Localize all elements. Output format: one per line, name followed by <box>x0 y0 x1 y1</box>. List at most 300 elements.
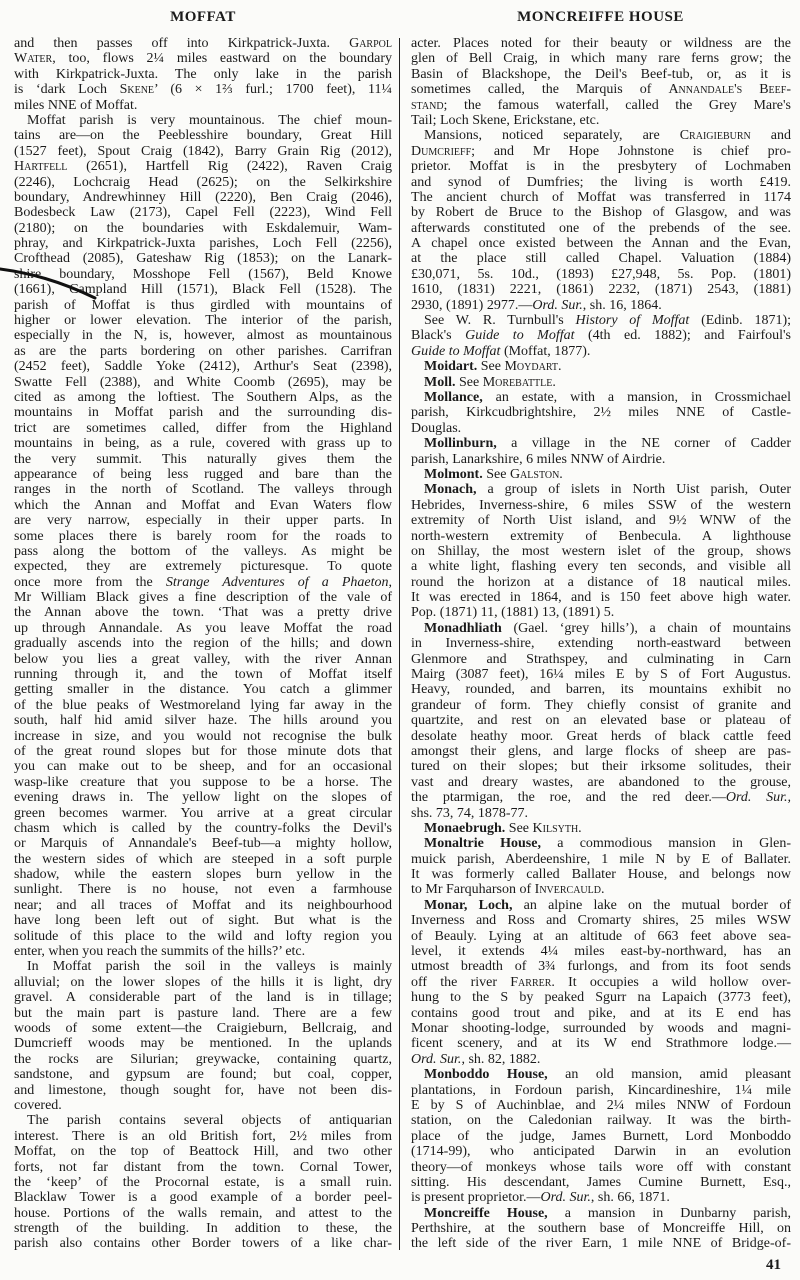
text-run: parish, Lanarkshire, 6 miles NNW of Airdrie. <box>411 451 666 467</box>
text-line <box>14 590 392 605</box>
text-run: you can make out to be sheep, and for an occasional <box>14 759 392 775</box>
text-line <box>411 1236 791 1251</box>
text-line <box>411 1221 791 1236</box>
text-line <box>411 944 791 959</box>
text-line <box>411 1067 791 1082</box>
text-line <box>14 852 392 867</box>
text-line <box>411 298 791 313</box>
text-run: below you lies a great valley, with the river Annan <box>14 651 392 667</box>
text-line <box>411 1206 791 1221</box>
text-line <box>14 1021 392 1036</box>
text-line <box>14 82 392 97</box>
text-line <box>14 359 392 374</box>
text-run: parish, Kirkcudbrightshire, 2½ miles NNE of Castle- <box>411 405 791 421</box>
bold-run: Moidart. <box>424 359 478 375</box>
text-run: muick parish, Aberdeenshire, 1 mile N by E of Ballater. <box>411 851 791 867</box>
text-run: a white light, flashing every ten seconds, and visible all <box>411 559 791 575</box>
text-line <box>411 1006 791 1021</box>
text-line <box>411 375 791 390</box>
text-run: (1714-99), who anticipated Darwin in an evolution <box>411 1144 791 1160</box>
text-run: increase in size, and you would not recognise the bulk <box>14 728 392 744</box>
text-run: especially in the N, is, however, almost as mountainous <box>14 328 392 344</box>
text-line <box>14 467 392 482</box>
text-line <box>14 1083 392 1098</box>
text-run: pass along the bottom of the valleys. As might be <box>14 543 392 559</box>
text-run: enter, when you reach the summits of the hills?’ etc. <box>14 944 306 960</box>
text-line <box>14 328 392 343</box>
text-line <box>411 713 791 728</box>
paragraph <box>411 467 791 482</box>
paragraph <box>411 1067 791 1206</box>
text-line <box>411 559 791 574</box>
text-line <box>14 975 392 990</box>
text-run: and <box>750 128 791 144</box>
text-run: alluvial; on the lower slopes of the hills it is light, dry <box>14 974 392 990</box>
text-line <box>411 482 791 497</box>
text-line <box>14 559 392 574</box>
text-run: plantations, in Fordoun parish, Kincardineshire, 1¼ mile <box>411 1082 791 1098</box>
text-line <box>411 806 791 821</box>
italic-run: Ord. Sur. <box>411 1051 462 1067</box>
paragraph <box>411 359 791 374</box>
text-line <box>14 1190 392 1205</box>
text-run: tains are—on the Peeblesshire boundary, Great Hill <box>14 128 392 144</box>
text-line <box>14 990 392 1005</box>
text-run: is ‘dark Loch <box>14 82 120 98</box>
paragraph <box>411 436 791 467</box>
text-line <box>411 98 791 113</box>
text-run: , sh. 16, 1864. <box>582 297 662 313</box>
text-line <box>14 544 392 559</box>
text-line <box>14 775 392 790</box>
text-run: mountains in being, as a rule, covered with grass up to <box>14 436 392 452</box>
text-line <box>14 113 392 128</box>
text-line <box>14 1098 392 1113</box>
text-run: a commodious mansion in Glen- <box>540 836 791 852</box>
text-run: sandstone, and gypsum are found; but coal, copper, <box>14 1067 392 1083</box>
text-run: The parish contains several objects of antiquarian <box>27 1113 392 1129</box>
text-line <box>411 975 791 990</box>
text-run: theory—of monkeys whose tails wore off with constant <box>411 1159 791 1175</box>
paragraph <box>411 390 791 436</box>
text-run: It was formerly called Ballater House, and belongs now <box>411 867 791 883</box>
text-line <box>411 1083 791 1098</box>
text-run: the Annan above the town. ‘That was a pretty drive <box>14 605 392 621</box>
text-line <box>411 421 791 436</box>
text-line <box>14 67 392 82</box>
text-line <box>14 375 392 390</box>
text-line <box>411 344 791 359</box>
text-run: hung to the S by peaked Sgurr na Lapaich (3773 feet), <box>411 990 791 1006</box>
text-line <box>411 467 791 482</box>
text-run: the ptarmigan, the roe, and the red deer.— <box>411 790 726 806</box>
text-run: Heavy, rounded, and barren, its mountains exhibit no <box>411 682 791 698</box>
text-run: A chapel once existed between the Annan and the Evan, <box>411 236 791 252</box>
paragraph <box>411 836 791 898</box>
text-line <box>14 652 392 667</box>
small-caps-run: Galston. <box>509 466 563 482</box>
small-caps-run: stand <box>411 97 444 113</box>
text-run: shadow, while the eastern slopes burn yellow in the <box>14 867 392 883</box>
text-run: of the great round slopes but for those minute dots that <box>14 743 392 759</box>
text-line <box>14 128 392 143</box>
text-line <box>14 821 392 836</box>
text-run: the very summit. This naturally gives them the <box>14 451 392 467</box>
italic-run: Guide to Moffat <box>465 328 575 344</box>
text-run: 1610, (1831) 2221, (1861) 2232, (1871) 2543, (1881) <box>411 282 791 298</box>
bold-run: Moll. <box>424 374 456 390</box>
text-line <box>411 775 791 790</box>
text-run: at the place still called Chapel. Valuation (1884) <box>411 251 791 267</box>
right-column <box>411 36 791 1252</box>
text-line <box>411 251 791 266</box>
text-run: (2246), Lochcraig Head (2625); on the Selkirkshire <box>14 174 392 190</box>
text-run: parish also contains other Border towers of a like char- <box>14 1236 392 1252</box>
text-run: gravel. A considerable part of the land is in tillage; <box>14 990 392 1006</box>
text-run: phray, and Kirkpatrick-Juxta parishes, Loch Fell (2256), <box>14 236 392 252</box>
text-run: acter. Places noted for their beauty or wildness are the <box>411 36 791 51</box>
text-run: Crofthead (2085), Gateshaw Rig (1853); on the Lanark- <box>14 251 392 267</box>
text-run: shs. 73, 74, 1878-77. <box>411 805 529 821</box>
text-run: (2651), Hartfell Rig (2422), Raven Craig <box>67 159 392 175</box>
text-run: is present proprietor.— <box>411 1190 541 1206</box>
text-run: Mairg (3087 feet), 16¼ miles E by S of Fort Augustus. <box>411 667 791 683</box>
text-run: ; and Mr Hope Johnstone is chief pro- <box>471 143 791 159</box>
text-run: (1527 feet), Spout Craig (1842), Barry Grain Rig (2012), <box>14 143 392 159</box>
text-line <box>411 652 791 667</box>
text-run: grandeur of form. They chiefly consist of granite and <box>411 697 791 713</box>
text-run: covered. <box>14 1097 62 1113</box>
text-line <box>14 221 392 236</box>
text-line <box>411 436 791 451</box>
text-line <box>14 436 392 451</box>
text-line <box>14 1067 392 1082</box>
text-line <box>411 175 791 190</box>
text-line <box>14 421 392 436</box>
text-run: In Moffat parish the soil in the valleys is mainly <box>27 959 392 975</box>
text-line <box>14 529 392 544</box>
small-caps-run: Farrer. <box>510 974 555 990</box>
text-line <box>14 1144 392 1159</box>
paragraph <box>411 898 791 1067</box>
text-run: to Mr Farquharson of <box>411 882 535 898</box>
text-run: Basin of Blackshope, the Deil's Beef-tub, or, as it is <box>411 66 791 82</box>
text-line <box>411 821 791 836</box>
text-run: interest. There is an old British fort, 2½ miles from <box>14 1128 392 1144</box>
text-line <box>411 682 791 697</box>
text-run: utmost breadth of 3¾ furlongs, and from its foot sends <box>411 959 791 975</box>
text-line <box>14 390 392 405</box>
paragraph <box>14 36 392 113</box>
text-run: solitude of this place to the wild and lofty region you <box>14 928 392 944</box>
text-run: desolate heathy moor. Great herds of black cattle feed <box>411 728 791 744</box>
text-run: of the blue peaks of Westmoreland lying far away in the <box>14 697 392 713</box>
text-run: extremity of North Uist island, and 9½ WNW of the <box>411 513 791 529</box>
text-run: chasm which is called by the country-folks the Devil's <box>14 820 392 836</box>
text-line <box>14 1036 392 1051</box>
text-run: have long been left out of sight. But what is the <box>14 913 392 929</box>
text-line <box>14 236 392 251</box>
text-run: the western sides of which are steeped in a soft purple <box>14 851 392 867</box>
running-head-left: MOFFAT <box>170 9 236 25</box>
small-caps-run: Morebattle. <box>482 374 556 390</box>
text-run: Monar shooting-lodge, surrounded by woods and magni- <box>411 1021 791 1036</box>
text-run: the left side of the river Earn, 1 mile NNE of Bridge-of- <box>411 1236 791 1252</box>
text-line <box>411 267 791 282</box>
text-line <box>411 128 791 143</box>
text-line <box>411 959 791 974</box>
text-run: forts, not far distant from the town. Cornal Tower, <box>14 1159 392 1175</box>
bold-run: Monadhliath <box>424 620 502 636</box>
text-run: the rocks are Silurian; greywacke, containing quartz, <box>14 1051 392 1067</box>
small-caps-run: Skene <box>119 82 155 98</box>
text-run: See <box>477 359 505 375</box>
text-run: ranges in the north of Scotland. The valleys through <box>14 482 392 498</box>
text-line <box>14 98 392 113</box>
text-run: (1661), Campland Hill (1571), Black Fell (1528). The <box>14 282 392 298</box>
italic-run: Ord. Sur. <box>540 1190 591 1206</box>
text-line <box>411 1144 791 1159</box>
text-run: running through it, and the town of Moffat itself <box>14 667 392 683</box>
text-line <box>14 836 392 851</box>
text-line <box>411 836 791 851</box>
bold-run: Monar, Loch, <box>424 897 513 913</box>
text-run: south, half hid amid silver haze. The hills around you <box>14 713 392 729</box>
text-line <box>411 913 791 928</box>
text-line <box>14 621 392 636</box>
italic-run: History of Moffat <box>575 313 690 329</box>
text-run: (2452 feet), Saddle Yoke (2412), Arthur's Seat (2398), <box>14 359 392 375</box>
text-line <box>411 1021 791 1036</box>
text-line <box>14 190 392 205</box>
text-run: a group of islets in North Uist parish, Outer <box>476 482 791 498</box>
text-run: Hebrides, Inverness-shire, 6 miles SSW of the western <box>411 497 791 513</box>
text-line <box>14 790 392 805</box>
text-line <box>411 113 791 128</box>
text-line <box>14 898 392 913</box>
text-line <box>411 867 791 882</box>
text-line <box>14 913 392 928</box>
text-run: north-western extremity of Benbecula. A lighthouse <box>411 528 791 544</box>
text-line <box>14 344 392 359</box>
text-line <box>14 759 392 774</box>
text-run: E by S of Auchinblae, and 2¼ miles NNW of Fordoun <box>411 1097 791 1113</box>
text-line <box>411 729 791 744</box>
running-head-right: MONCREIFFE HOUSE <box>517 9 684 25</box>
text-line <box>14 313 392 328</box>
text-line <box>411 513 791 528</box>
italic-run: Guide to Moffat <box>411 343 501 359</box>
text-line <box>411 1175 791 1190</box>
text-run: ficent scenery, and at its W end Strathmore lodge.— <box>411 1036 791 1052</box>
text-line <box>14 51 392 66</box>
text-run: Inverness and Ross and Cromarty shires, 25 miles WSW <box>411 913 791 929</box>
text-line <box>14 452 392 467</box>
text-line <box>411 159 791 174</box>
text-run: parish of Moffat is thus girdled with mountains of <box>14 297 392 313</box>
text-run: appearance of being less rugged and bare than the <box>14 466 392 482</box>
text-run: an old mansion, amid pleasant <box>547 1067 791 1083</box>
text-run: mountains in Moffat parish and the surrounding dis- <box>14 405 392 421</box>
text-line <box>411 1129 791 1144</box>
text-run: , too, flows 2¼ miles eastward on the boundary <box>52 51 392 67</box>
small-caps-run: Water <box>14 51 53 67</box>
text-run: boundary, Andrewhinney Hill (2220), Ben Craig (2046), <box>14 189 392 205</box>
text-line <box>14 636 392 651</box>
text-line <box>411 929 791 944</box>
text-run: evening draws in. The yellow light on the slopes of <box>14 790 392 806</box>
text-line <box>14 882 392 897</box>
pen-stroke-mark <box>0 265 120 305</box>
bold-run: Monboddo House, <box>424 1067 548 1083</box>
text-run: woods of some extent—the Craigieburn, Bellcraig, and <box>14 1021 392 1036</box>
text-line <box>14 698 392 713</box>
text-run: , <box>388 574 392 590</box>
text-run: trict are sometimes called, differ from the Highland <box>14 420 392 436</box>
text-run: an alpine lake on the mutual border of <box>512 897 791 913</box>
text-line <box>411 205 791 220</box>
text-line <box>411 359 791 374</box>
text-run: wasp-like creature that you suppose to be a horse. The <box>14 774 392 790</box>
page-number: 41 <box>766 1257 781 1273</box>
text-run: sometimes called, the Marquis of <box>411 82 669 98</box>
text-line <box>411 498 791 513</box>
text-run: in Inverness-shire, extending north-eastward between <box>411 636 791 652</box>
text-run: Moffat parish is very mountainous. The chief moun- <box>27 112 392 128</box>
text-line <box>411 529 791 544</box>
paragraph <box>411 128 791 313</box>
small-caps-run: Kilsyth. <box>532 820 582 836</box>
text-line <box>411 621 791 636</box>
text-line <box>411 190 791 205</box>
text-line <box>14 482 392 497</box>
text-line <box>14 959 392 974</box>
text-run: Black's <box>411 328 466 344</box>
small-caps-run: Hartfell <box>14 159 68 175</box>
text-line <box>411 405 791 420</box>
text-run: vast and dreary wastes, are abandoned to the grouse, <box>411 774 791 790</box>
text-run: See W. R. Turnbull's <box>424 313 576 329</box>
text-line <box>411 390 791 405</box>
text-line <box>14 513 392 528</box>
italic-run: Ord. Sur. <box>532 297 583 313</box>
text-line <box>411 1160 791 1175</box>
text-run: Douglas. <box>411 420 462 436</box>
text-run: 2930, (1891) 2977.— <box>411 297 533 313</box>
text-line <box>411 452 791 467</box>
text-line <box>14 205 392 220</box>
text-line <box>411 898 791 913</box>
text-line <box>411 790 791 805</box>
text-line <box>14 682 392 697</box>
text-line <box>14 1206 392 1221</box>
text-run: £30,071, 5s. 10d., (1893) £27,948, 5s. Pop. (1801) <box>411 266 791 282</box>
text-run: Blacklaw Tower is a good example of a border peel- <box>14 1190 392 1206</box>
text-line <box>411 605 791 620</box>
text-line <box>411 636 791 651</box>
text-line <box>14 1052 392 1067</box>
text-run: house. Portions of the walls remain, and attest to the <box>14 1205 392 1221</box>
text-line <box>411 1190 791 1205</box>
italic-run: Strange Adventures of a Phaeton <box>165 574 389 590</box>
text-run: which the Annan and Moffat and Evan Waters flow <box>14 497 392 513</box>
text-run: or Marquis of Annandale's Beef-tub—a mighty hollow, <box>14 836 392 852</box>
text-run: and limestone, though sought for, have not been dis- <box>14 1082 392 1098</box>
text-line <box>411 590 791 605</box>
italic-run: Ord. Sur., <box>725 790 791 806</box>
text-line <box>14 944 392 959</box>
small-caps-run: Moydart. <box>504 359 562 375</box>
column-divider <box>399 38 400 1250</box>
paragraph <box>411 621 791 821</box>
text-run: by Robert de Bruce to the Bishop of Glasgow, and was <box>411 205 791 221</box>
text-run: and then passes off into Kirkpatrick-Juxta. <box>14 36 350 51</box>
bold-run: Monach, <box>424 482 477 498</box>
text-line <box>411 328 791 343</box>
text-run: of Beauly. Lying at an altitude of 663 feet above sea- <box>411 928 791 944</box>
text-line <box>411 575 791 590</box>
bold-run: Molmont. <box>424 466 483 482</box>
text-run: contains good trout and pike, and at its E end has <box>411 1005 791 1021</box>
text-run: See <box>505 820 533 836</box>
text-line <box>14 175 392 190</box>
text-run: once more from the <box>14 574 166 590</box>
text-line <box>14 713 392 728</box>
paragraph <box>411 1206 791 1252</box>
text-line <box>411 82 791 97</box>
small-caps-run: Dumcrieff <box>411 143 472 159</box>
text-run: It occupies a wild hollow over- <box>554 974 791 990</box>
text-line <box>411 236 791 251</box>
text-line <box>14 744 392 759</box>
text-line <box>411 544 791 559</box>
paragraph <box>14 113 392 959</box>
text-run: as are the parts bordering on other parishes. Carrifran <box>14 343 392 359</box>
text-line <box>14 1006 392 1021</box>
text-run: some places there is barely room for the roads to <box>14 528 392 544</box>
text-line <box>411 852 791 867</box>
text-run: green becomes warmer. You arrive at a great circular <box>14 805 392 821</box>
text-run: a mansion in Dunbarny parish, <box>547 1205 791 1221</box>
text-line <box>14 159 392 174</box>
text-line <box>411 744 791 759</box>
text-run: afterwards constituted one of the prebends of the see. <box>411 220 791 236</box>
text-line <box>14 575 392 590</box>
paragraph <box>14 959 392 1113</box>
bold-run: Mollinburn, <box>424 436 497 452</box>
text-run: Dumcrieff woods may be mentioned. In the uplands <box>14 1036 392 1052</box>
text-run: (Moffat, 1877). <box>500 343 591 359</box>
text-line <box>411 313 791 328</box>
text-line <box>411 990 791 1005</box>
text-line <box>14 1236 392 1251</box>
text-line <box>14 867 392 882</box>
text-run: Perthshire, at the southern base of Moncreiffe Hill, on <box>411 1221 791 1237</box>
text-run: sitting. His descendant, James Cumine Burnett, Esq., <box>411 1174 791 1190</box>
text-run: off the river <box>411 974 511 990</box>
text-run: (4th ed. 1882); and Fairfoul's <box>574 328 791 344</box>
text-line <box>14 1221 392 1236</box>
paragraph <box>411 313 791 359</box>
text-run: (Gael. ‘grey hills’), a chain of mountains <box>501 620 791 636</box>
text-run: a village in the NE corner of Cadder <box>496 436 791 452</box>
text-run: (2180); on the boundaries with Eskdalemuir, Wam- <box>14 220 392 236</box>
text-run: Swatte Fell (2388), and White Coomb (2695), may be <box>14 374 392 390</box>
paragraph <box>411 36 791 128</box>
text-run: Tail; Loch Skene, Erickstane, etc. <box>411 112 600 128</box>
text-run: cited as among the loftiest. The Southern Alps, as the <box>14 389 392 405</box>
text-run: place of the judge, James Burnett, Lord Monboddo <box>411 1128 791 1144</box>
